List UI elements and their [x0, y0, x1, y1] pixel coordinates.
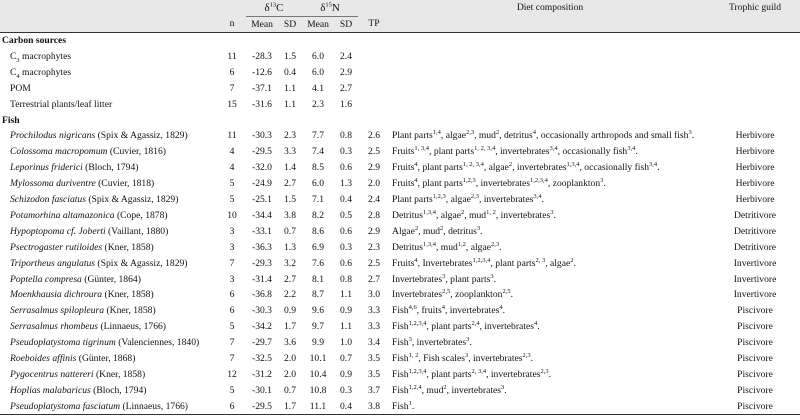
n-mean-value: 6.0 — [312, 66, 324, 78]
species-name — [0, 255, 218, 271]
guild-value: Detritivore — [733, 241, 777, 253]
species-scientific-name: Serrasalmus spilopleura — [10, 305, 105, 317]
species-authority: (Valenciennes, 1840) — [115, 337, 200, 349]
species-name — [0, 303, 218, 319]
tp-value — [358, 65, 390, 81]
species-authority: (Cuvier, 1818) — [95, 178, 155, 190]
species-name — [0, 240, 218, 256]
c-sd-value: 3.8 — [284, 209, 296, 221]
species-authority: (Vaillant, 1880) — [105, 225, 169, 237]
c-sd-value: 2.0 — [284, 352, 296, 364]
n-sd-value: 1.1 — [340, 321, 352, 333]
n-mean-value: 7.1 — [312, 194, 324, 206]
n-sd-value: 0.3 — [340, 384, 352, 396]
c-mean-value: -31.2 — [252, 368, 272, 380]
table-row — [0, 398, 800, 414]
guild-value: Herbivore — [735, 178, 775, 190]
diet-value: Fish$^{1,2,3,4}$, plant parts$^{2,4}$, invertebrates$^4$. — [392, 319, 540, 333]
diet-value: Invertebrates$^{2,5}$, zooplankton$^{2,5}$. — [392, 288, 513, 301]
species-name — [0, 351, 218, 367]
n-value: 11 — [227, 51, 237, 63]
species-scientific-name: Poptella compresa — [10, 273, 82, 285]
guild-value: Invertivore — [733, 289, 777, 301]
species-name — [0, 224, 218, 240]
diet-value: Invertebrates$^3$, plant parts$^3$. — [392, 272, 497, 285]
tp-value — [358, 81, 390, 97]
n-mean-value: 8.7 — [312, 289, 324, 301]
species-scientific-name: Leporinus friderici — [10, 162, 83, 174]
n-sd-value: 2.4 — [340, 51, 352, 63]
diet-value — [390, 65, 710, 81]
n-mean-value: 2.3 — [312, 98, 324, 110]
n-value: 5 — [229, 178, 235, 190]
section-row — [0, 33, 800, 49]
section-carbon-sources: Carbon sources — [2, 35, 67, 47]
species-authority: (Linnaeus, 1766) — [98, 321, 166, 333]
n-sd-value: 0.3 — [340, 146, 352, 158]
table-row — [0, 303, 800, 319]
guild-value: Piscivore — [737, 337, 773, 349]
n-mean-value: 10.8 — [309, 384, 327, 396]
table-row — [0, 128, 800, 144]
header-row-1 — [0, 0, 800, 17]
species-authority: (Spix & Agassiz, 1829) — [95, 257, 188, 269]
table-row — [0, 224, 800, 240]
table-row — [0, 160, 800, 176]
c-sd-value: 2.3 — [284, 130, 296, 142]
species-name — [0, 367, 218, 383]
table-row — [0, 208, 800, 224]
n-sd-value: 0.6 — [340, 225, 352, 237]
tp-value: 2.9 — [368, 225, 381, 237]
diet-value: Fish$^3$, invertebrates$^3$. — [392, 335, 472, 349]
n-value: 5 — [229, 321, 235, 333]
c-mean-value: -24.9 — [252, 178, 272, 190]
diet-value: Fish$^{4,6}$, fruits$^4$, invertebrates$^4$. — [392, 304, 505, 317]
n-mean-value: 10.4 — [309, 368, 327, 380]
n-value: 6 — [229, 66, 235, 78]
diet-value: Algae$^2$, mud$^2$, detritus$^3$. — [392, 224, 483, 237]
diet-value: Detritus$^{1,3,4}$, mud$^{1,2}$, algae$^{2,3}$. — [392, 240, 502, 253]
species-scientific-name: Hoplias malabaricus — [10, 384, 91, 396]
guild-value: Herbivore — [735, 162, 775, 174]
species-authority: (Cuvier, 1816) — [107, 146, 166, 158]
table-row — [0, 81, 800, 97]
species-scientific-name: Mylossoma duriventre — [10, 178, 96, 190]
n-mean-value: 6.9 — [312, 241, 324, 253]
n-mean-value: 10.1 — [309, 352, 327, 364]
c13-header: $\delta^{13}C$ — [246, 0, 302, 17]
n-value: 10 — [227, 209, 237, 221]
n-mean-value: 8.6 — [312, 225, 324, 237]
c-mean-value: -30.3 — [252, 305, 272, 317]
tp-value: 2.7 — [368, 273, 381, 285]
n-mean-value: 7.6 — [312, 257, 324, 269]
c-mean-value: -29.7 — [252, 337, 272, 349]
c-sd-value: 1.5 — [284, 194, 296, 206]
table-row — [0, 319, 800, 335]
species-name — [0, 144, 218, 160]
guild-value: Invertivore — [733, 257, 777, 269]
c-mean-value: -34.4 — [252, 209, 272, 221]
n-sd-value: 0.5 — [340, 209, 352, 221]
source-name: $C_4$ macrophytes — [10, 66, 72, 80]
tp-value: 3.3 — [368, 305, 381, 317]
species-authority: (Bloch, 1794) — [90, 384, 147, 396]
n-value: 7 — [229, 82, 235, 94]
n-value: 5 — [229, 194, 235, 206]
guild-value: Piscivore — [737, 384, 773, 396]
n-mean-value: 4.1 — [312, 82, 324, 94]
n-mean-value: 8.5 — [312, 162, 324, 174]
c-sd-value: 3.3 — [284, 146, 296, 158]
tp-value: 3.4 — [368, 337, 381, 349]
n-mean-value: 6.0 — [312, 178, 324, 190]
diet-value: Fish$^{1,2,3,4}$, plant parts$^{2, 3,4}$, invertebrates$^{2,3}$. — [392, 367, 551, 380]
n-value: 4 — [229, 162, 235, 174]
c-mean-value: -36.8 — [252, 289, 272, 301]
species-name — [0, 160, 218, 176]
source-name: POM — [10, 82, 31, 94]
c-sd-value: 3.2 — [284, 257, 296, 269]
species-name — [0, 335, 218, 351]
species-name — [0, 271, 218, 287]
species-name — [0, 128, 218, 144]
species-scientific-name: Serrasalmus rhombeus — [10, 321, 99, 333]
c-mean-value: -12.6 — [252, 66, 272, 78]
n-sd-value: 1.0 — [340, 337, 352, 349]
diet-value — [390, 81, 710, 97]
c-sd-value: 2.7 — [284, 273, 296, 285]
c-sd-value: 1.1 — [284, 98, 296, 110]
n-sd-value: 0.8 — [340, 130, 352, 142]
species-scientific-name: Hypoptopoma cf. Joberti — [10, 225, 106, 237]
species-scientific-name: Pseudoplatystoma fasciatum — [10, 400, 121, 412]
n-sd-value: 0.3 — [340, 241, 352, 253]
c-sd-value: 2.2 — [284, 289, 296, 301]
diet-value: Plant parts$^{1,2,3}$, algae$^{2,3}$, invertebrates$^{3,4}$. — [392, 192, 544, 206]
tp-value: 2.9 — [368, 162, 381, 174]
guild-value: Piscivore — [737, 321, 773, 333]
tp-value: 2.5 — [368, 146, 381, 158]
n-sd-value: 2.9 — [340, 66, 352, 78]
diet-value: Fruits$^{1, 3,4}$, plant parts$^{1, 2, 3,4}$, invertebrates$^{3,4}$, occasionally fish$^{3,4}$. — [392, 145, 638, 158]
species-name — [0, 192, 218, 208]
species-authority: (Linnaeus, 1766) — [120, 400, 189, 412]
n15-header: $\delta^{15}N$ — [302, 0, 358, 17]
n-header: n — [218, 17, 246, 33]
c-sd-value: 0.7 — [284, 225, 296, 237]
table-row — [0, 271, 800, 287]
n-sd-value: 1.6 — [340, 98, 352, 110]
species-scientific-name: Moenkhausia dichroura — [10, 289, 103, 301]
c-mean-value: -31.6 — [252, 98, 272, 110]
guild-value: Herbivore — [735, 194, 775, 206]
n-value: 15 — [227, 98, 237, 110]
n-mean-value: 8.2 — [312, 209, 324, 221]
c-mean-value: -32.5 — [252, 352, 272, 364]
tp-value: 3.3 — [368, 321, 381, 333]
n-value: 3 — [229, 241, 235, 253]
diet-value: Fish$^1$. — [390, 398, 710, 414]
n-value: 7 — [229, 337, 235, 349]
n-value: 3 — [229, 225, 235, 237]
n-value: 6 — [218, 398, 246, 414]
tp-value: 2.5 — [368, 257, 381, 269]
guild-value — [710, 97, 800, 113]
guild-value: Piscivore — [710, 398, 800, 414]
species-authority: (Spix & Agassiz, 1829) — [85, 194, 179, 206]
table-row — [0, 192, 800, 208]
table-row — [0, 240, 800, 256]
guild-value: Herbivore — [735, 130, 775, 142]
guild-header: Trophic guild — [710, 0, 800, 17]
n-value: 4 — [229, 146, 235, 158]
species-authority: (Kner, 1858) — [102, 289, 154, 301]
guild-value — [710, 49, 800, 65]
n-mean-value: 9.7 — [312, 321, 324, 333]
species-authority: (Günter, 1864) — [81, 273, 141, 285]
guild-value: Invertivore — [733, 273, 777, 285]
source-name: $C_3$ macrophytes — [10, 51, 72, 64]
c-mean-value: -29.5 — [252, 146, 272, 158]
c-sd-value: 0.4 — [284, 66, 296, 78]
tp-value: 3.0 — [368, 289, 381, 301]
n-value: 5 — [229, 384, 235, 396]
diet-value: Detritus$^{1,3,4}$, algae$^2$, mud$^{1, 2}$, invertebrates$^3$. — [392, 208, 556, 221]
c-sd-value: 1.4 — [284, 162, 296, 174]
c-sd-value: 1.3 — [284, 241, 296, 253]
c-sd-header: SD — [278, 17, 302, 33]
diet-value: Fish$^{1,2,4}$, mud$^2$, invertebrates$^3$. — [392, 383, 507, 396]
species-authority: (Cope, 1878) — [114, 209, 168, 221]
species-scientific-name: Pygocentrus nattereri — [10, 368, 94, 380]
table-row — [0, 351, 800, 367]
tp-value: 3.8 — [358, 398, 390, 414]
table-row — [0, 49, 800, 65]
c-sd-value: 3.6 — [284, 337, 296, 349]
guild-value: Herbivore — [735, 146, 775, 158]
n-value: 6 — [229, 305, 235, 317]
species-authority: (Günter, 1868) — [76, 352, 136, 364]
c-mean-value: -29.3 — [252, 257, 272, 269]
species-authority: (Kner, 1858) — [93, 368, 146, 380]
table-row — [0, 97, 800, 113]
species-authority: (Bloch, 1794) — [82, 162, 139, 174]
table-row — [0, 367, 800, 383]
table-row — [0, 144, 800, 160]
diet-value: Plant parts$^{1,4}$, algae$^{2,3}$, mud$^2$, detritus$^4$, occasionally arthropods and small fish$^3$. — [392, 129, 695, 142]
tp-value: 3.5 — [368, 352, 381, 364]
n-value: 7 — [229, 257, 235, 269]
c-mean-header: Mean — [246, 17, 278, 33]
c-sd-value: 1.7 — [278, 398, 302, 414]
c-mean-value: -30.1 — [252, 384, 272, 396]
tp-value — [358, 49, 390, 65]
c-mean-value: -34.2 — [252, 321, 272, 333]
c-mean-value: -28.3 — [252, 51, 272, 63]
guild-value — [710, 81, 800, 97]
c-sd-value: 0.9 — [284, 305, 296, 317]
n-sd-value: 0.9 — [340, 368, 352, 380]
species-scientific-name: Prochilodus nigricans — [10, 130, 96, 142]
guild-value: Detritivore — [733, 225, 777, 237]
tp-value: 2.8 — [368, 209, 381, 221]
n-value: 3 — [229, 273, 235, 285]
n-mean-value: 9.6 — [312, 305, 324, 317]
species-name — [0, 398, 218, 414]
species-authority: (Kner, 1858) — [102, 241, 154, 253]
c-sd-value: 1.7 — [284, 321, 296, 333]
diet-header: Diet composition — [390, 0, 710, 17]
n-mean-header: Mean — [302, 17, 334, 33]
n-sd-value: 0.4 — [340, 194, 352, 206]
c-sd-value: 1.5 — [284, 51, 296, 63]
c-mean-value: -37.1 — [252, 82, 272, 94]
n-mean-value: 11.1 — [302, 398, 334, 414]
tp-value: 2.6 — [368, 130, 381, 142]
n-sd-value: 0.8 — [340, 273, 352, 285]
c-mean-value: -29.5 — [246, 398, 278, 414]
c-mean-value: -30.3 — [252, 130, 272, 142]
species-scientific-name: Pseudoplatystoma tigrinum — [10, 337, 116, 349]
n-value: 7 — [229, 352, 235, 364]
tp-value: 3.5 — [368, 368, 381, 380]
n-sd-value: 2.7 — [340, 82, 352, 94]
n-sd-value: 0.4 — [334, 398, 358, 414]
n-sd-header: SD — [334, 17, 358, 33]
n-mean-value: 6.0 — [312, 51, 324, 63]
guild-value: Piscivore — [737, 305, 773, 317]
diet-value — [390, 49, 710, 65]
species-name — [0, 383, 218, 399]
c-mean-value: -31.4 — [252, 273, 272, 285]
species-name — [0, 176, 218, 192]
diet-value: Fruits$^4$, Invertebrates$^{1,2,3,4}$, plant parts$^{2, 3}$, algae$^2$. — [392, 256, 576, 269]
table-row — [0, 287, 800, 303]
n-mean-value: 7.7 — [312, 130, 324, 142]
n-value: 12 — [227, 368, 237, 380]
species-name — [0, 287, 218, 303]
species-scientific-name: Colossoma macropomum — [10, 146, 108, 158]
tp-value: 2.0 — [368, 178, 381, 190]
tp-value: 2.4 — [368, 194, 381, 206]
species-scientific-name: Potamorhina altamazonica — [10, 209, 115, 221]
guild-value: Piscivore — [737, 352, 773, 364]
n-sd-value: 0.6 — [340, 257, 352, 269]
n-sd-value: 0.9 — [340, 305, 352, 317]
table-row — [0, 176, 800, 192]
c-sd-value: 0.7 — [284, 384, 296, 396]
c-sd-value: 2.0 — [284, 368, 296, 380]
species-authority: (Spix & Agassiz, 1829) — [95, 130, 188, 142]
table-row — [0, 383, 800, 399]
species-name — [0, 208, 218, 224]
tp-value — [358, 97, 390, 113]
source-name: Terrestrial plants/leaf litter — [10, 98, 113, 110]
table-row — [0, 65, 800, 81]
n-mean-value: 7.4 — [312, 146, 324, 158]
n-value: 11 — [227, 130, 237, 142]
c-mean-value: -33.1 — [252, 225, 272, 237]
tp-value: 3.7 — [368, 384, 381, 396]
n-value: 6 — [229, 289, 235, 301]
diet-value: Fruits$^4$, plant parts$^{1, 2, 3,4}$, algae$^2$, invertebrates$^{1,3,4}$, occasionally fish$^{3,4}$. — [392, 161, 660, 174]
species-name — [0, 319, 218, 335]
header-row-2 — [0, 17, 800, 33]
tp-header: TP — [358, 17, 390, 33]
section-fish: Fish — [2, 114, 20, 126]
c-mean-value: -36.3 — [252, 241, 272, 253]
section-row — [0, 112, 800, 128]
n-sd-value: 0.6 — [340, 162, 352, 174]
guild-value — [710, 65, 800, 81]
species-scientific-name: Roeboides affinis — [10, 352, 77, 364]
diet-value — [390, 97, 710, 113]
n-mean-value: 8.1 — [312, 273, 324, 285]
c-mean-value: -32.0 — [252, 162, 272, 174]
species-scientific-name: Psectrogaster rutiloides — [10, 241, 103, 253]
diet-value: Fish$^{1, 2}$, Fish scales$^3$, invertebrates$^{2,3}$. — [392, 351, 534, 364]
species-authority: (Kner, 1858) — [104, 305, 156, 317]
c-sd-value: 1.1 — [284, 82, 296, 94]
n-sd-value: 1.3 — [340, 178, 352, 190]
species-scientific-name: Schizodon fasciatus — [10, 194, 86, 206]
guild-value: Detritivore — [733, 209, 777, 221]
n-mean-value: 9.9 — [312, 337, 324, 349]
diet-value: Fruits$^4$, plant parts$^{1,2,3}$, invertebrates$^{1,2,3,4}$, zooplankton$^3$. — [392, 176, 606, 190]
n-sd-value: 0.7 — [340, 352, 352, 364]
species-scientific-name: Triportheus angulatus — [10, 257, 96, 269]
c-mean-value: -25.1 — [252, 194, 272, 206]
n-sd-value: 1.1 — [340, 289, 352, 301]
guild-value: Piscivore — [737, 368, 773, 380]
tp-value: 2.3 — [368, 241, 381, 253]
table-row — [0, 335, 800, 351]
table-row — [0, 255, 800, 271]
c-sd-value: 2.7 — [284, 178, 296, 190]
